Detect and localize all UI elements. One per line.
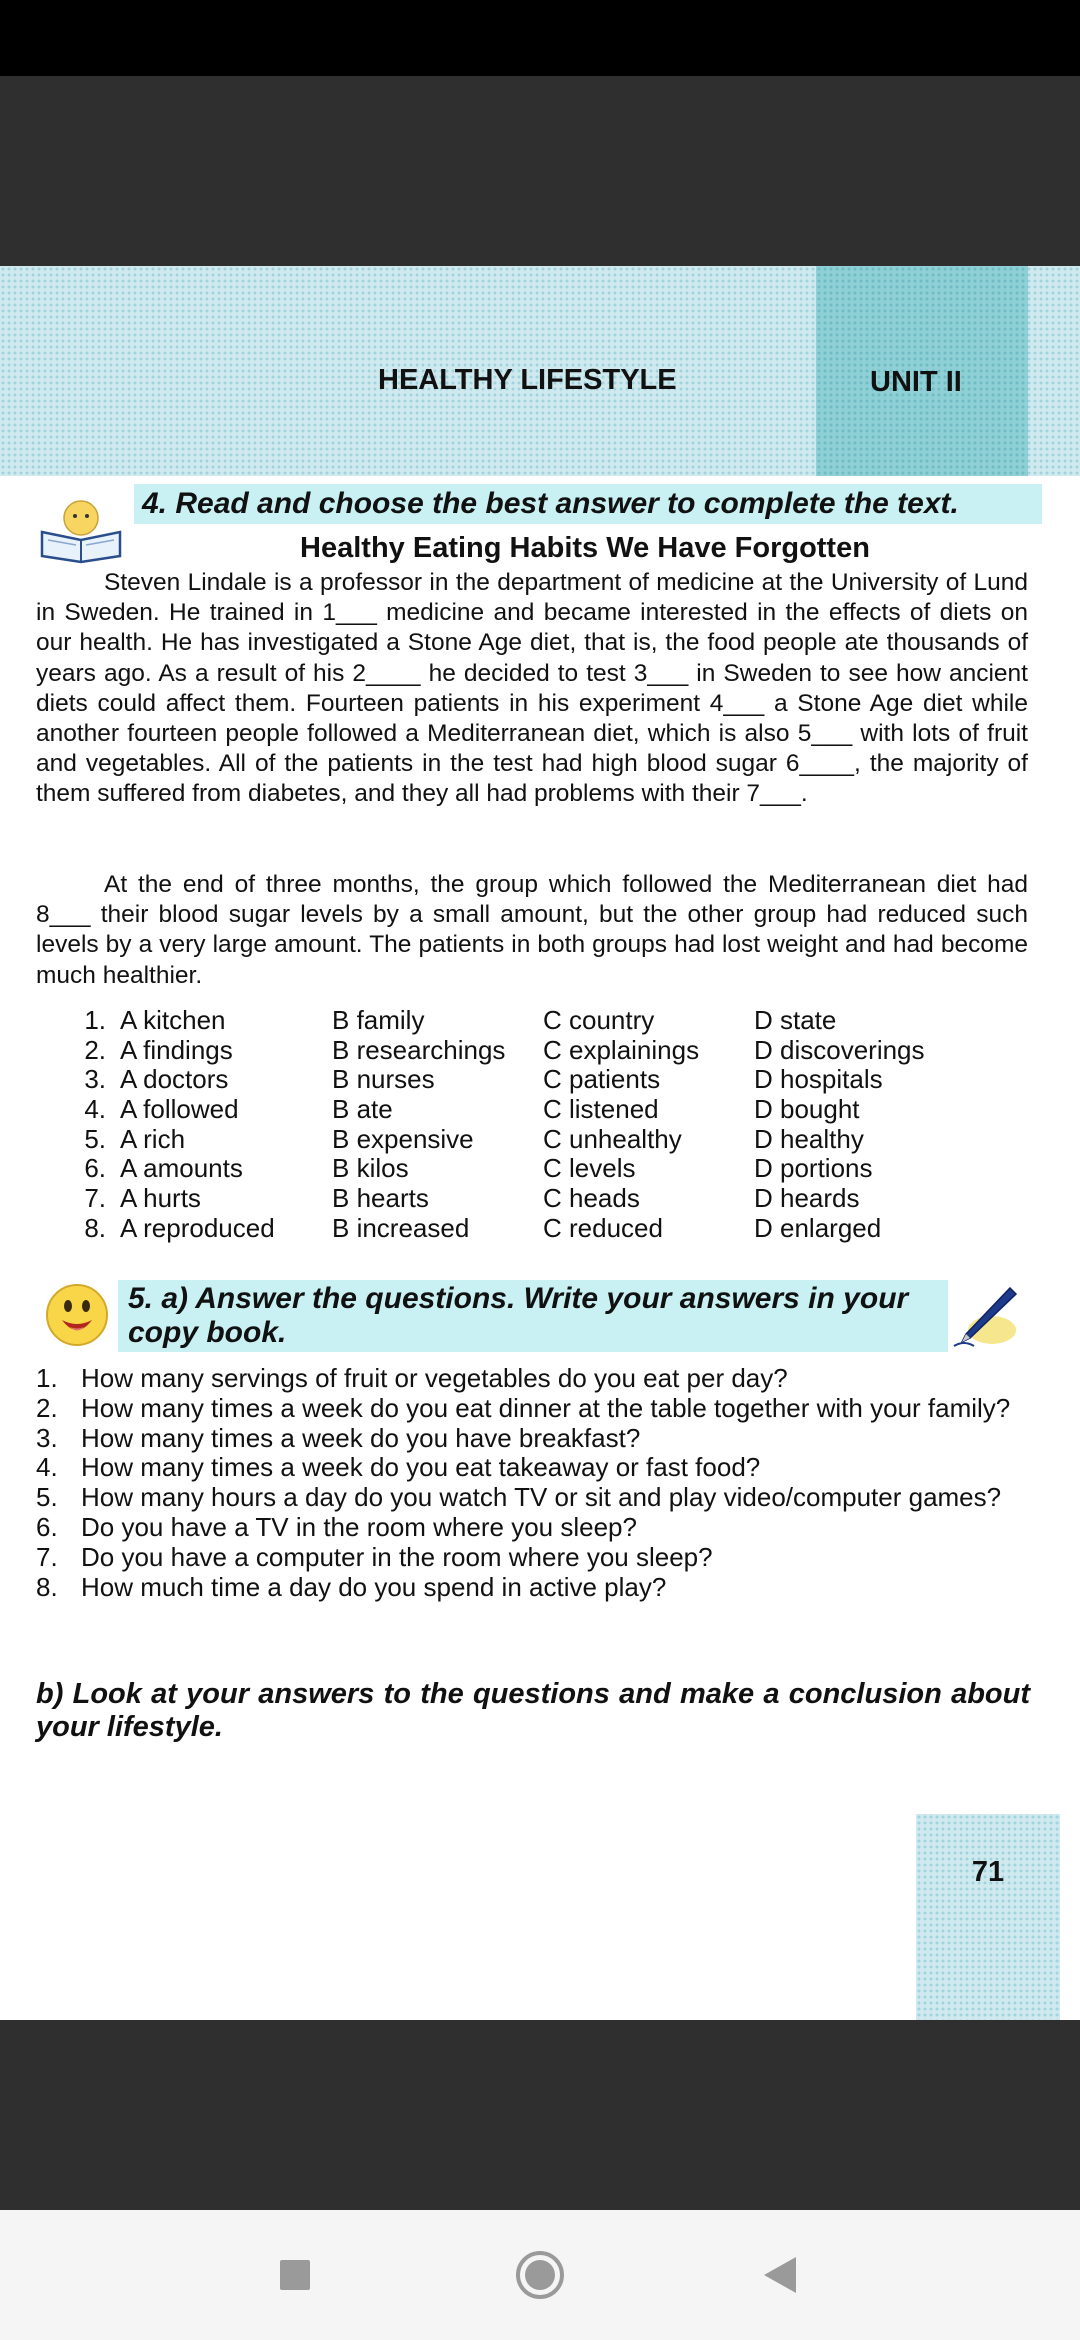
paragraph-text: At the end of three months, the group which followed the Mediterranean diet had 8___ their blood sugar levels by a small amount, but the other group had reduced such levels by a very large amount. The patients in both groups had lost weight and had become much healthier. [36,871,1028,989]
option-number: 5. [84,1123,106,1154]
question-text: How many times a week do you eat takeaway or fast food? [81,1452,761,1483]
circle-home-icon [514,2249,566,2301]
option-number: 1. [84,1005,106,1035]
list-item [36,1513,1036,1543]
option-row [36,1214,1036,1244]
question-text: How many hours a day do you watch TV or sit and play video/computer games? [81,1482,1002,1513]
option-d: D hospitals [754,1064,883,1095]
chapter-title: HEALTHY LIFESTYLE [378,364,677,396]
option-d: D bought [754,1094,860,1125]
article-paragraph-1 [36,568,1028,810]
option-a: A followed [120,1094,239,1125]
option-c: C explainings [543,1034,700,1065]
question-text: Do you have a computer in the room where you sleep? [81,1541,713,1572]
option-number: 4. [84,1094,106,1125]
task5-heading-a: 5. a) Answer the questions. Write your answers in your copy book. [118,1280,948,1352]
question-text: How much time a day do you spend in active play? [81,1571,667,1602]
option-number: 8. [84,1212,106,1243]
option-b: B family [332,1005,425,1035]
option-b: B researchings [332,1034,506,1065]
unit-label: UNIT II [870,366,962,398]
option-c: C reduced [543,1212,663,1243]
option-b: B hearts [332,1183,429,1214]
option-c: C unhealthy [543,1123,682,1154]
top-viewer-margin [0,76,1080,266]
question-text: How many servings of fruit or vegetables do you eat per day? [81,1363,788,1393]
smiley-face-icon [44,1282,110,1348]
option-number: 7. [84,1183,106,1214]
home-button[interactable] [500,2240,580,2310]
option-b: B expensive [332,1123,474,1154]
option-a: A kitchen [120,1005,226,1035]
question-number: 8. [36,1571,58,1602]
option-row [36,1036,1036,1066]
question-number: 2. [36,1392,58,1423]
option-a: A reproduced [120,1212,275,1243]
option-b: B kilos [332,1153,409,1184]
list-item [36,1364,1036,1394]
option-d: D discoverings [754,1034,925,1065]
question-number: 5. [36,1482,58,1513]
option-a: A hurts [120,1183,201,1214]
option-c: C patients [543,1064,661,1095]
bottom-viewer-margin [0,2020,1080,2210]
option-number: 3. [84,1064,106,1095]
list-item [36,1483,1036,1513]
option-number: 6. [84,1153,106,1184]
option-number: 2. [84,1034,106,1065]
question-number: 7. [36,1541,58,1572]
back-button[interactable] [740,2240,820,2310]
option-d: D portions [754,1153,873,1184]
list-item [36,1573,1036,1603]
triangle-back-icon [760,2253,800,2297]
option-row [36,1154,1036,1184]
option-d: D enlarged [754,1212,882,1243]
recents-button[interactable] [255,2240,335,2310]
option-b: B nurses [332,1064,435,1095]
option-c: C levels [543,1153,636,1184]
option-a: A doctors [120,1064,229,1095]
question-number: 1. [36,1363,58,1393]
option-c: C listened [543,1094,659,1125]
list-item [36,1424,1036,1454]
square-recents-icon [277,2257,313,2293]
page-number: 71 [971,1856,1005,1888]
paragraph-text: Steven Lindale is a professor in the department of medicine at the University of Lund in Sweden. He trained in 1___ medicine and became interested in the effects of diets on our health. He has investigated a Stone Age diet, that is, the food people ate thousands of years ago. As a result of his 2____ he decided to test 3___ in Sweden to see how ancient diets could affect them. Fourteen patients in his experiment 4___ a Stone Age diet while another fourteen people followed a Mediterranean diet, which is also 5___ with lots of fruit and vegetables. All of the patients in the test had high blood sugar 6____, the majority of them suffered from diabetes, and they all had problems with their 7___. [36,569,1028,808]
option-a: A rich [120,1123,186,1154]
option-c: C country [543,1005,655,1035]
book-page [0,266,1080,2020]
page-header [0,266,1080,476]
task5-heading-b: b) Look at your answers to the questions and make a conclusion about your lifestyle. [36,1678,1030,1743]
option-row [36,1065,1036,1095]
option-a: A amounts [120,1153,243,1184]
question-text: Do you have a TV in the room where you sleep? [81,1511,637,1542]
pen-writing-icon [944,1284,1020,1352]
system-nav-bar [0,2210,1080,2340]
question-text: How many times a week do you have breakfast? [81,1422,641,1453]
option-b: B ate [332,1094,393,1125]
question-number: 4. [36,1452,58,1483]
option-b: B increased [332,1212,470,1243]
question-number: 6. [36,1511,58,1542]
option-d: D heards [754,1183,860,1214]
option-row [36,1184,1036,1214]
page-number-box [916,1814,1060,2020]
list-item [36,1394,1036,1424]
question-text: How many times a week do you eat dinner at the table together with your family? [81,1392,1011,1423]
answer-options-table [36,1006,1036,1244]
list-item [36,1453,1036,1483]
status-bar [0,0,1080,76]
question-list [36,1364,1036,1602]
article-paragraph-2 [36,870,1028,991]
list-item [36,1543,1036,1573]
option-row [36,1006,1036,1036]
option-a: A findings [120,1034,233,1065]
article-title: Healthy Eating Habits We Have Forgotten [300,532,870,564]
option-d: D healthy [754,1123,864,1154]
question-number: 3. [36,1422,58,1453]
option-c: C heads [543,1183,640,1214]
task4-heading: 4. Read and choose the best answer to complete the text. [134,484,1042,524]
option-d: D state [754,1005,837,1035]
option-row [36,1095,1036,1125]
option-row [36,1125,1036,1155]
